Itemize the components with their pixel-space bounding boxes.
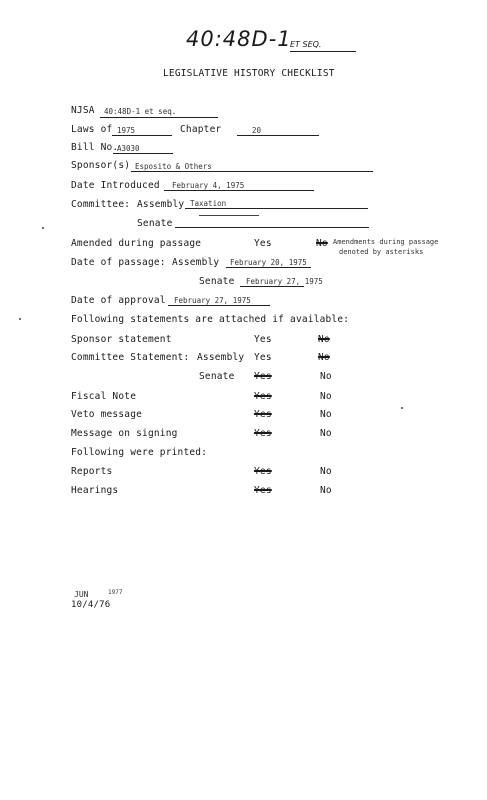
footer-stamp: JUN bbox=[74, 590, 89, 599]
chapter-label: Chapter bbox=[180, 124, 222, 135]
bill-no-value: A3030 bbox=[117, 144, 140, 153]
hearings-yes: Yes bbox=[254, 485, 272, 496]
date-of-passage-assembly-line bbox=[226, 267, 311, 268]
veto-message-label: Veto message bbox=[71, 409, 143, 420]
reports-label: Reports bbox=[71, 466, 113, 477]
fiscal-note-yes: Yes bbox=[254, 391, 272, 402]
page-heading: LEGISLATIVE HISTORY CHECKLIST bbox=[163, 68, 335, 79]
committee-senate-line bbox=[175, 227, 369, 228]
fiscal-note-no: No bbox=[320, 391, 332, 402]
committee-statement-senate-label: Senate bbox=[199, 371, 235, 382]
veto-message-no: No bbox=[320, 409, 332, 420]
statements-heading: Following statements are attached if available: bbox=[71, 314, 350, 325]
date-of-approval-value: February 27, 1975 bbox=[174, 296, 251, 305]
handwritten-title: 40:48D-1 bbox=[186, 27, 292, 51]
sponsors-label: Sponsor(s) bbox=[71, 160, 131, 171]
committee-statement-label: Committee Statement: bbox=[71, 352, 190, 363]
amended-note-line2: denoted by asterisks bbox=[339, 248, 424, 256]
sponsor-statement-yes: Yes bbox=[254, 334, 272, 345]
committee-label: Committee: bbox=[71, 199, 131, 210]
reports-no: No bbox=[320, 466, 332, 477]
committee-statement-assembly-yes: Yes bbox=[254, 352, 272, 363]
committee-assembly-value: Taxation bbox=[190, 199, 227, 208]
scan-mark bbox=[401, 407, 403, 409]
date-introduced-label: Date Introduced bbox=[71, 180, 160, 191]
njsa-label: NJSA bbox=[71, 105, 95, 116]
date-of-passage-label: Date of passage: bbox=[71, 257, 166, 268]
chapter-line bbox=[237, 135, 319, 136]
message-on-signing-no: No bbox=[320, 428, 332, 439]
amended-yes: Yes bbox=[254, 238, 272, 249]
scan-mark bbox=[19, 318, 21, 320]
committee-senate-dash bbox=[199, 215, 259, 216]
date-of-passage-senate-value: February 27, 1975 bbox=[246, 277, 323, 286]
scan-mark bbox=[42, 227, 44, 229]
njsa-line bbox=[100, 117, 218, 118]
committee-assembly-label: Assembly bbox=[137, 199, 185, 210]
laws-of-label: Laws of bbox=[71, 124, 113, 135]
committee-senate-label: Senate bbox=[137, 218, 173, 229]
handwritten-title-suffix: ET SEQ. bbox=[290, 40, 322, 49]
printed-heading: Following were printed: bbox=[71, 447, 208, 458]
date-of-passage-senate-line bbox=[240, 286, 304, 287]
footer-date: 10/4/76 bbox=[71, 600, 111, 610]
laws-of-line bbox=[112, 135, 172, 136]
amended-note-line1: Amendments during passage bbox=[333, 238, 439, 246]
committee-statement-senate-no: No bbox=[320, 371, 332, 382]
date-of-passage-assembly-value: February 20, 1975 bbox=[230, 258, 307, 267]
message-on-signing-yes: Yes bbox=[254, 428, 272, 439]
date-introduced-line bbox=[164, 190, 314, 191]
footer-stamp-year: 1977 bbox=[108, 589, 123, 596]
laws-of-value: 1975 bbox=[117, 126, 136, 135]
date-of-passage-senate-label: Senate bbox=[199, 276, 235, 287]
bill-no-line bbox=[113, 153, 173, 154]
sponsor-statement-no: No bbox=[318, 334, 330, 345]
title-underline bbox=[290, 51, 356, 52]
sponsors-line bbox=[131, 171, 373, 172]
date-of-approval-label: Date of approval bbox=[71, 295, 166, 306]
fiscal-note-label: Fiscal Note bbox=[71, 391, 137, 402]
amended-no: No bbox=[316, 238, 328, 249]
hearings-no: No bbox=[320, 485, 332, 496]
committee-statement-senate-yes: Yes bbox=[254, 371, 272, 382]
sponsors-value: Esposito & Others bbox=[135, 162, 212, 171]
reports-yes: Yes bbox=[254, 466, 272, 477]
chapter-value: 20 bbox=[252, 126, 262, 135]
bill-no-label: Bill No. bbox=[71, 142, 119, 153]
date-introduced-value: February 4, 1975 bbox=[172, 181, 245, 190]
message-on-signing-label: Message on signing bbox=[71, 428, 178, 439]
amended-label: Amended during passage bbox=[71, 238, 202, 249]
committee-statement-assembly-no: No bbox=[318, 352, 330, 363]
committee-assembly-line bbox=[185, 208, 368, 209]
njsa-value: 40:48D-1 et seq. bbox=[104, 107, 177, 116]
date-of-approval-line bbox=[168, 305, 270, 306]
committee-statement-assembly-label: Assembly bbox=[197, 352, 245, 363]
date-of-passage-assembly-label: Assembly bbox=[172, 257, 220, 268]
veto-message-yes: Yes bbox=[254, 409, 272, 420]
sponsor-statement-label: Sponsor statement bbox=[71, 334, 172, 345]
hearings-label: Hearings bbox=[71, 485, 119, 496]
